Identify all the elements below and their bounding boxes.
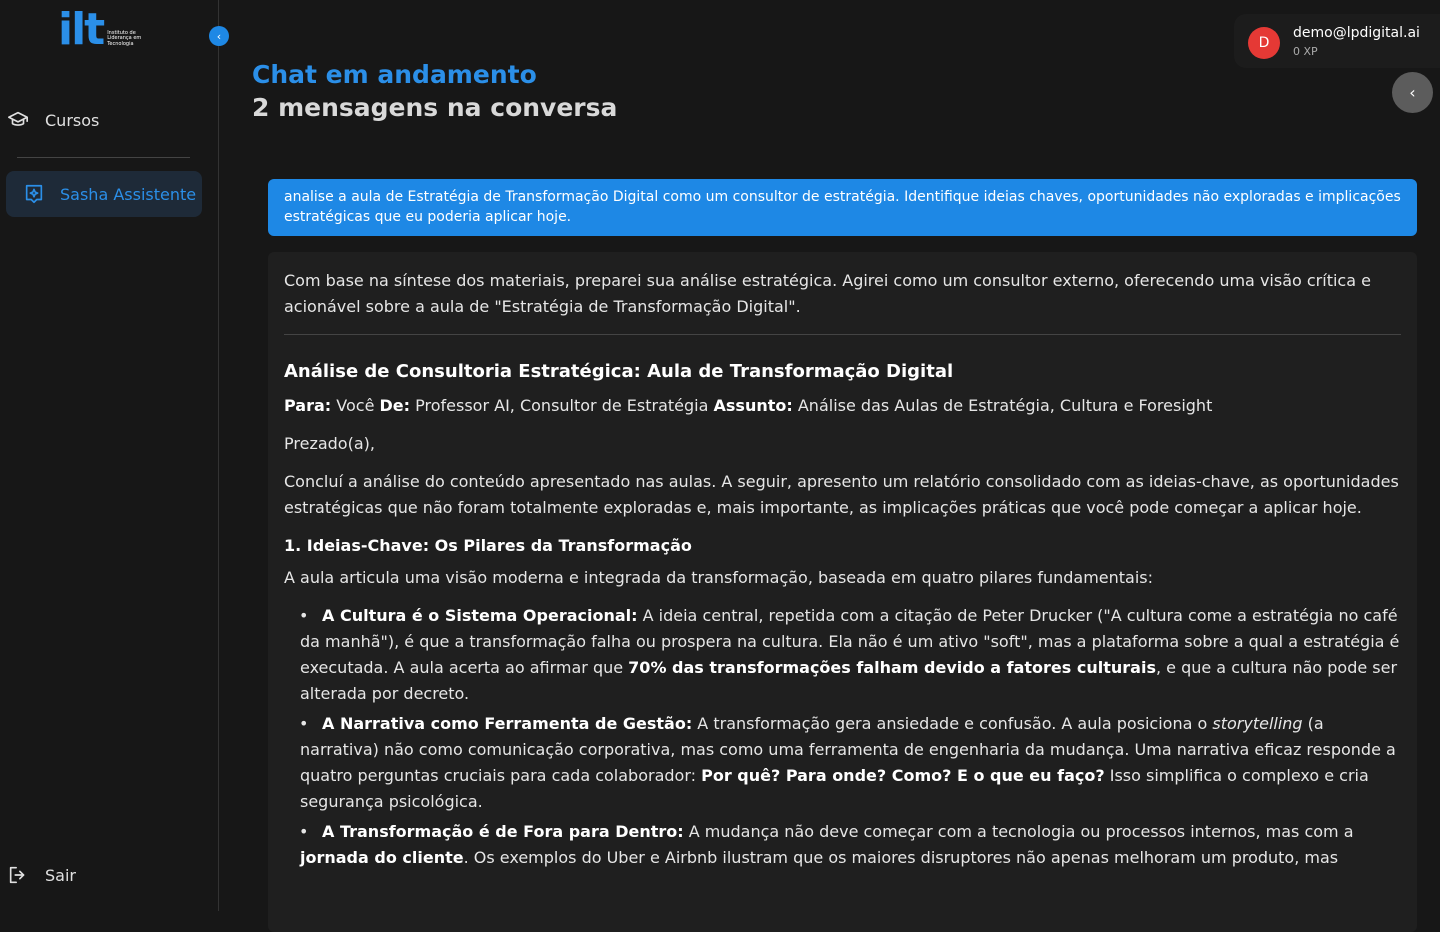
section-intro: A aula articula uma visão moderna e integrada da transformação, baseada em quatro pilares fundamentais: <box>284 568 1154 587</box>
section-title: 1. Ideias-Chave: Os Pilares da Transformação <box>284 536 692 555</box>
list-item: • A Transformação é de Fora para Dentro: A mudança não deve começar com a tecnologia ou processos internos, mas com a jornada do cliente. Os exemplos do Uber e Airbnb ilustram que os maiores disruptores não apenas melhoram um produto, mas <box>299 822 1354 867</box>
graduation-cap-icon <box>6 108 30 132</box>
sidebar-item-cursos[interactable] <box>6 97 202 143</box>
page-title: Chat em andamento <box>252 60 537 89</box>
memo-line: Para: Você De: Professor AI, Consultor de Estratégia Assunto: Análise das Aulas de Estratégia, Cultura e Foresight <box>284 396 1213 415</box>
main-content <box>220 0 1440 911</box>
sidebar <box>0 0 222 911</box>
assistant-icon <box>22 182 46 206</box>
user-card[interactable] <box>1234 14 1440 68</box>
logo[interactable] <box>58 4 153 55</box>
list-item: • A Narrativa como Ferramenta de Gestão: A transformação gera ansiedade e confusão. A aula posiciona o storytelling (a narrativa) não como comunicação corporativa, mas como uma ferramenta de engenharia da mudança. Uma narrativa eficaz responde a quatro perguntas cruciais para cada colaborador: Por quê? Para onde? Como? E o que eu faço? Isso simplifica o complexo e cria segurança psicológica. <box>299 714 1396 811</box>
sidebar-divider <box>17 157 190 158</box>
sidebar-item-label: Cursos <box>45 110 100 130</box>
assistant-message <box>268 252 1417 932</box>
logo-mark: ilt <box>58 4 104 55</box>
sidebar-item-label: Sasha Assistente <box>60 184 197 204</box>
divider <box>284 334 1401 335</box>
collapse-sidebar-button[interactable] <box>209 26 229 46</box>
user-xp: 0 XP <box>1293 45 1318 58</box>
paragraph: Concluí a análise do conteúdo apresentado nas aulas. A seguir, apresento um relatório consolidado com as ideias-chave, as oportunidades estratégicas que não foram totalmente exploradas e, mais importante, as implicações práticas que você pode começar a aplicar hoje. <box>284 472 1399 517</box>
user-email: demo@lpdigital.ai <box>1293 25 1420 41</box>
bullet-list <box>284 603 1401 871</box>
sidebar-item-sasha[interactable] <box>6 171 202 217</box>
report-heading: Análise de Consultoria Estratégica: Aula de Transformação Digital <box>284 361 954 382</box>
avatar: D <box>1248 27 1280 59</box>
page-subtitle: 2 mensagens na conversa <box>252 93 618 122</box>
chevron-left-icon: ‹ <box>216 29 222 43</box>
logout-icon <box>6 863 30 887</box>
sidebar-item-label: Sair <box>45 865 76 885</box>
intro-text: Com base na síntese dos materiais, preparei sua análise estratégica. Agirei como um consultor externo, oferecendo uma visão crítica e acionável sobre a aula de "Estratégia de Transformação Digital". <box>284 271 1371 316</box>
sidebar-item-sair[interactable] <box>6 852 202 898</box>
list-item: • A Cultura é o Sistema Operacional: A ideia central, repetida com a citação de Peter Drucker ("A cultura come a estratégia no café da manhã"), é que a transformação falha ou prospera na cultura. Ela não é um ativo "soft", mas a plataforma sobre a qual a estratégia é executada. A aula acerta ao afirmar que 70% das transformações falham devido a fatores culturais, e que a cultura não pode ser alterada por decreto. <box>299 606 1400 703</box>
logo-text: Instituto de Liderança em Tecnologia <box>107 29 142 47</box>
chevron-left-icon: ‹ <box>1409 83 1416 102</box>
back-button[interactable] <box>1392 72 1433 113</box>
greeting: Prezado(a), <box>284 434 375 453</box>
user-message: analise a aula de Estratégia de Transformação Digital como um consultor de estratégia. Identifique ideias chaves, oportunidades não exploradas e implicações estratégicas que eu poderia aplicar hoje. <box>268 179 1417 236</box>
